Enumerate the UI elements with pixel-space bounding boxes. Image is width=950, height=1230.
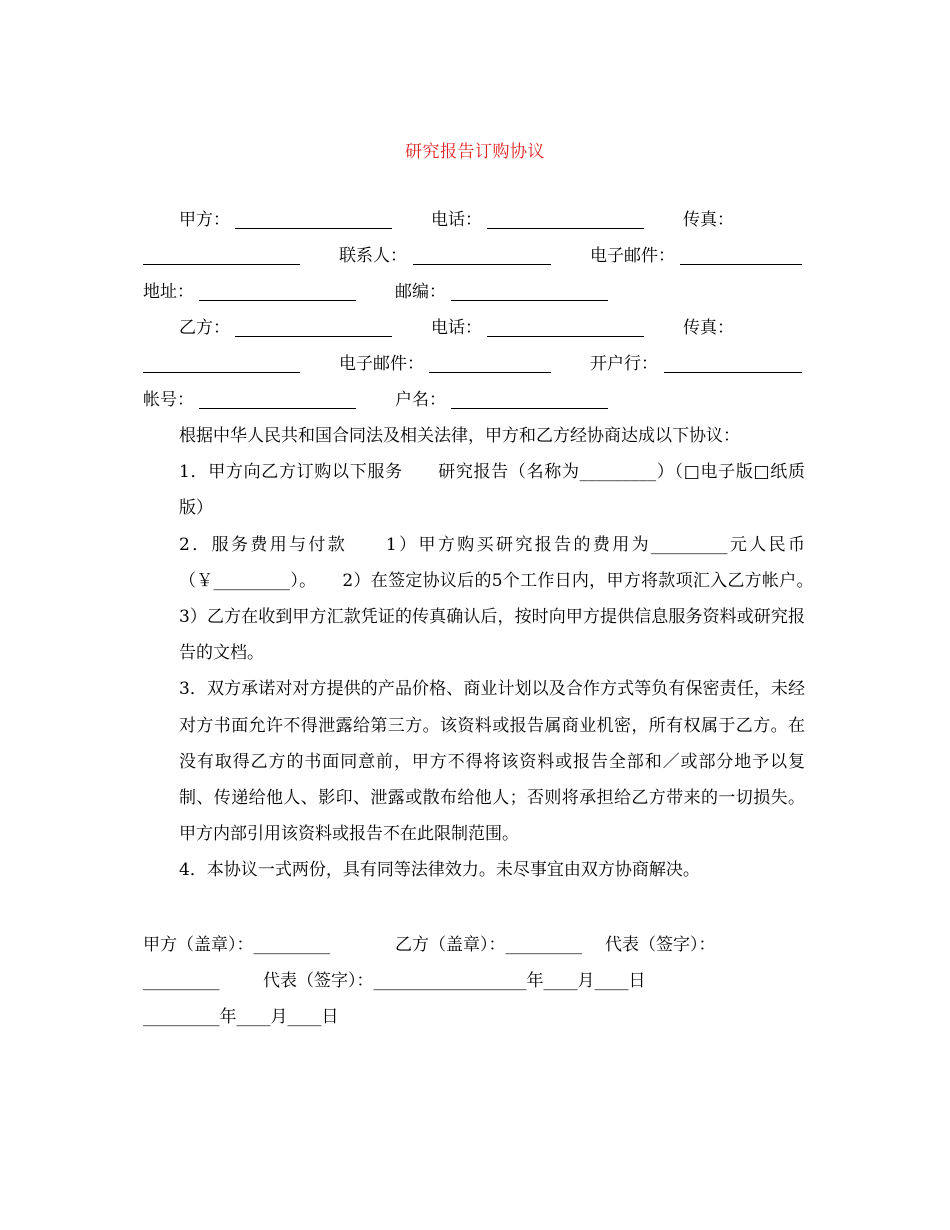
party-b-row-2 — [143, 346, 805, 382]
representative-sign-1: 代表（签字）： — [605, 935, 716, 955]
party-a-contact-field[interactable] — [413, 238, 551, 274]
agreement-body — [143, 418, 839, 889]
party-a-email-field[interactable] — [680, 238, 802, 274]
party-a-email-label: 电子邮件： — [590, 246, 675, 266]
party-b-account-name-field[interactable] — [451, 382, 608, 418]
party-b-bank-field[interactable] — [664, 346, 802, 382]
party-b-label: 乙方： — [179, 318, 230, 338]
party-a-row-1 — [143, 202, 805, 238]
party-b-fax-label: 传真： — [683, 318, 734, 338]
clause-4: 4．本协议一式两份，具有同等法律效力。未尽事宜由双方协商解决。 — [179, 860, 700, 881]
party-b-account-name-label: 户名： — [395, 390, 446, 410]
signature-row-3 — [143, 999, 805, 1035]
party-b-email-label: 电子邮件： — [339, 354, 424, 374]
signature-row-2 — [143, 963, 805, 999]
party-a-seal: 甲方（盖章）：_________ — [143, 935, 330, 955]
party-a-fax-label: 传真： — [683, 210, 734, 230]
party-a-phone-label: 电话： — [431, 210, 482, 230]
page-title: 研究报告订购协议 — [405, 142, 545, 162]
party-a-contact-label: 联系人： — [339, 246, 407, 266]
party-a-address-label: 地址： — [143, 282, 194, 302]
party-b-bank-label: 开户行： — [590, 354, 658, 374]
party-b-name-field[interactable] — [235, 310, 392, 346]
party-b-phone-field[interactable] — [487, 310, 644, 346]
party-b-phone-label: 电话： — [431, 318, 482, 338]
clause-3: 3．双方承诺对对方提供的产品价格、商业计划以及合作方式等负有保密责任，未经对方书面允许不得泄露给第三方。该资料或报告属商业机密，所有权属于乙方。在没有取得乙方的书面同意前，甲方不得将该资料或报告全部和／或部分地予以复制、传递给他人、影印、泄露或散布给他人；否则将承担给乙方带来的一切损失。甲方内部引用该资料或报告不在此限制范围。 — [179, 679, 805, 845]
party-b-row-3 — [143, 382, 805, 418]
party-b-fax-field[interactable] — [143, 346, 300, 382]
party-a-postcode-field[interactable] — [451, 274, 608, 310]
representative-sign-1-blank: _________ — [143, 971, 220, 991]
intro-paragraph: 根据中华人民共和国合同法及相关法律，甲方和乙方经协商达成以下协议： — [179, 426, 740, 446]
party-a-row-3 — [143, 274, 805, 310]
party-a-name-field[interactable] — [235, 202, 392, 238]
representative-sign-2: 代表（签字）：__________________年____月____日 — [263, 971, 646, 991]
party-a-fax-field[interactable] — [143, 238, 300, 274]
party-a-label: 甲方： — [179, 210, 230, 230]
party-a-address-field[interactable] — [199, 274, 356, 310]
party-b-row-1 — [143, 310, 805, 346]
signature-row-1 — [143, 927, 805, 963]
party-b-account-label: 帐号： — [143, 390, 194, 410]
party-a-postcode-label: 邮编： — [395, 282, 446, 302]
party-b-account-field[interactable] — [199, 382, 356, 418]
party-b-email-field[interactable] — [429, 346, 551, 382]
date-line: _________年____月____日 — [143, 1007, 339, 1027]
party-b-seal: 乙方（盖章）：_________ — [395, 935, 582, 955]
clause-1: 1．甲方向乙方订购以下服务 研究报告（名称为_________）（□电子版□纸质版） — [179, 462, 805, 519]
clause-2: 2．服务费用与付款 1）甲方购买研究报告的费用为_________元人民币（￥_________）。 2）在签定协议后的5个工作日内，甲方将款项汇入乙方帐户。 3）乙方在收到甲方汇款凭证的传真确认后，按时向甲方提供信息服务资料或研究报告的文档。 — [179, 534, 839, 664]
party-a-phone-field[interactable] — [487, 202, 644, 238]
party-a-row-2 — [143, 238, 805, 274]
